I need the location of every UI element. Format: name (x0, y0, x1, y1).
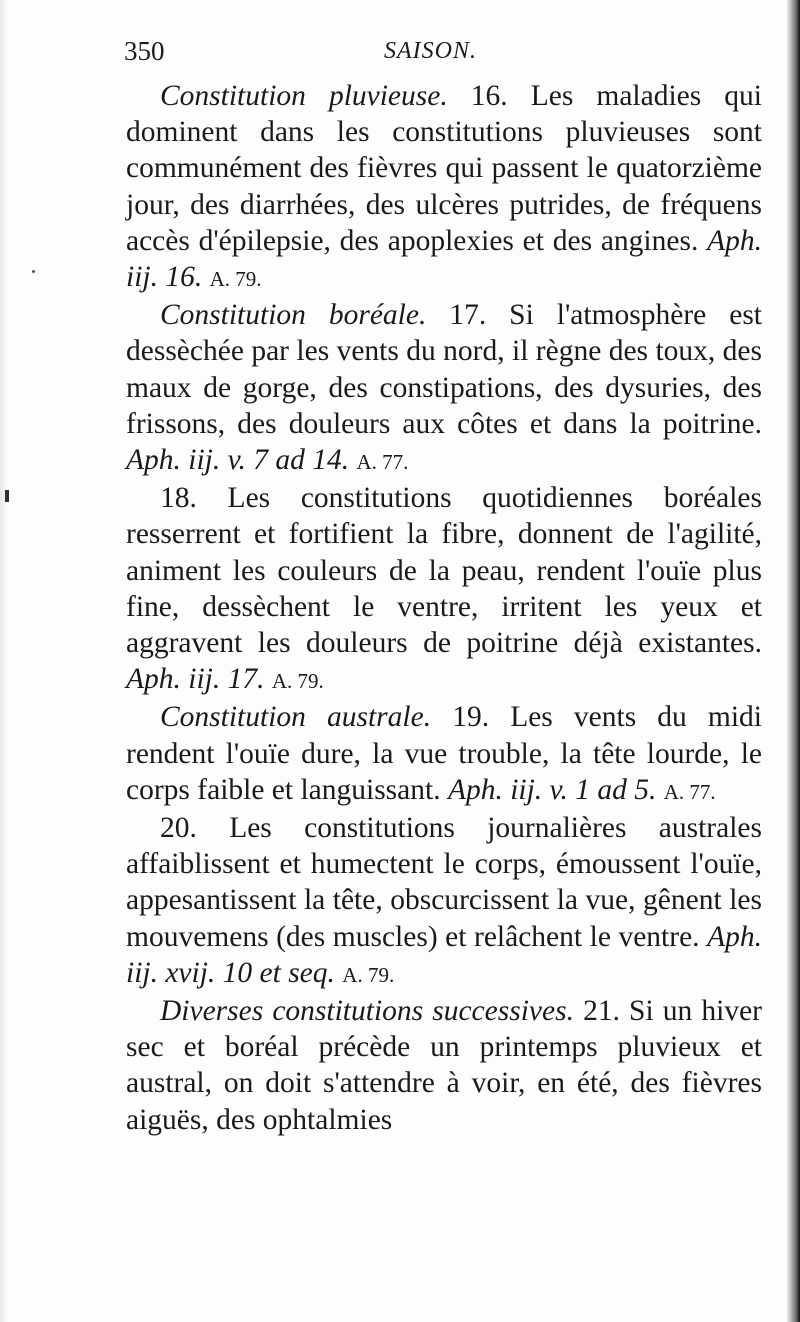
reference-tail: A. 77. (663, 779, 716, 804)
aphorism-reference: Aph. iij. 16. (126, 224, 762, 294)
paragraph (126, 699, 762, 810)
paragraph (126, 480, 762, 699)
margin-dot (32, 270, 35, 273)
reference-tail: A. 79. (342, 962, 395, 987)
aphorism-reference: Aph. iij. 17. (126, 663, 265, 696)
reference-tail: A. 79. (209, 267, 262, 292)
section-heading: Constitution boréale. (160, 299, 427, 332)
paragraph-body: 16. Les maladies qui dominent dans les constitutions pluvieuses sont communément des fièvres qui passent le quatorzième jour, des diarrhées, des ulcères putrides, de fréquens accès d'épilepsie, des apoplexies et des angines. (126, 80, 762, 257)
aphorism-reference: Aph. iij. v. 1 ad 5. (447, 773, 657, 806)
reference-tail: A. 79. (271, 669, 324, 694)
reference-tail: A. 77. (356, 450, 409, 475)
paragraph-body: 17. Si l'atmosphère est dessèchée par les vents du nord, il règne des toux, des maux de gorge, des constipations, des dysuries, des frissons, des douleurs aux côtes et dans la poitrine. (126, 299, 762, 440)
section-heading: Constitution australe. (160, 701, 432, 734)
page-number: 350 (124, 36, 165, 66)
page-right-edge (786, 0, 800, 1322)
section-heading: Diverses constitutions successives. (160, 995, 574, 1028)
paragraph (126, 297, 762, 480)
section-heading: Constitution pluvieuse. (160, 80, 448, 112)
paragraph-body: 18. Les constitutions quotidiennes boréales resserrent et fortifient la fibre, donnent de l'agilité, animent les couleurs de la peau, rendent l'ouïe plus fine, dessèchent le ventre, irritent les yeux et aggravent les douleurs de poitrine déjà existantes. (126, 482, 762, 660)
page-left-shadow (0, 0, 8, 1322)
paragraph-body: 20. Les constitutions journalières australes affaiblissent et humectent le corps, émoussent l'ouïe, appesantissent la tête, obscurcissent la vue, gênent les mouvemens (des muscles) et relâchent le ventre. (126, 812, 762, 953)
paragraph (126, 78, 762, 297)
aphorism-reference: Aph. iij. v. 7 ad 14. (126, 444, 350, 477)
paragraph (126, 810, 762, 993)
body-text (126, 78, 762, 1138)
paragraph (126, 993, 762, 1138)
paragraph-body: 19. Les vents du midi rendent l'ouïe dure, la vue trouble, la tête lourde, le corps faible et languissant. (126, 701, 762, 806)
page-header (124, 36, 764, 76)
aphorism-reference: Aph. iij. xvij. 10 et seq. (126, 920, 762, 989)
margin-mark (5, 490, 9, 502)
paragraph-body: 21. Si un hiver sec et boréal précède un printemps pluvieux et austral, on doit s'attendre à voir, en été, des fièvres aiguës, des ophtalmies (126, 995, 763, 1136)
running-head: SAISON. (384, 38, 477, 64)
